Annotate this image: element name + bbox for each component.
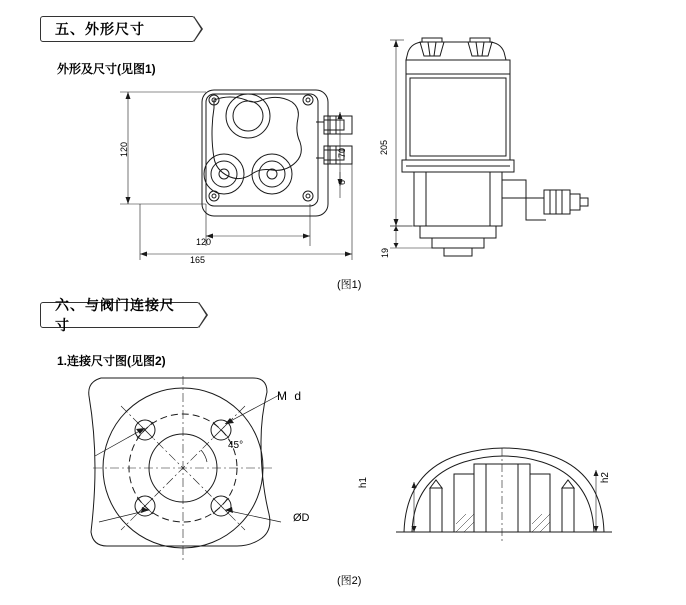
label-45deg: 45° (228, 440, 244, 451)
label-Md: M d (277, 389, 304, 403)
section-header-six (40, 297, 200, 333)
dim-front-height-120: 120 (119, 142, 129, 158)
label-phi-D: ØD (293, 512, 310, 524)
banner-arrow-icon (194, 18, 201, 40)
section-five-subtitle: 外形及尺寸(见图1) (57, 62, 156, 76)
figure1-caption: (图1) (337, 279, 362, 291)
section-six-title: 六、与阀门连接尺寸 (55, 297, 175, 333)
banner-arrow-icon-2 (199, 304, 206, 326)
figure1-front-view (100, 78, 360, 278)
section-five-title: 五、外形尺寸 (55, 21, 145, 37)
figure1-side-view (370, 30, 630, 280)
dim-front-total-165: 165 (190, 255, 206, 265)
label-h1: h1 (358, 477, 369, 489)
dim-connector-70: 70 (337, 148, 347, 159)
figure2-section-view (390, 430, 620, 545)
dim-side-base-19: 19 (380, 248, 390, 259)
dim-front-width-120: 120 (196, 237, 212, 247)
figure2-caption: (图2) (337, 575, 362, 587)
section-header-five (40, 16, 195, 42)
section-six-subtitle: 1.连接尺寸图(见图2) (57, 354, 166, 368)
dim-connector-6: 6 (337, 180, 347, 186)
label-h2: h2 (600, 472, 611, 484)
dim-side-height-205: 205 (379, 140, 389, 156)
